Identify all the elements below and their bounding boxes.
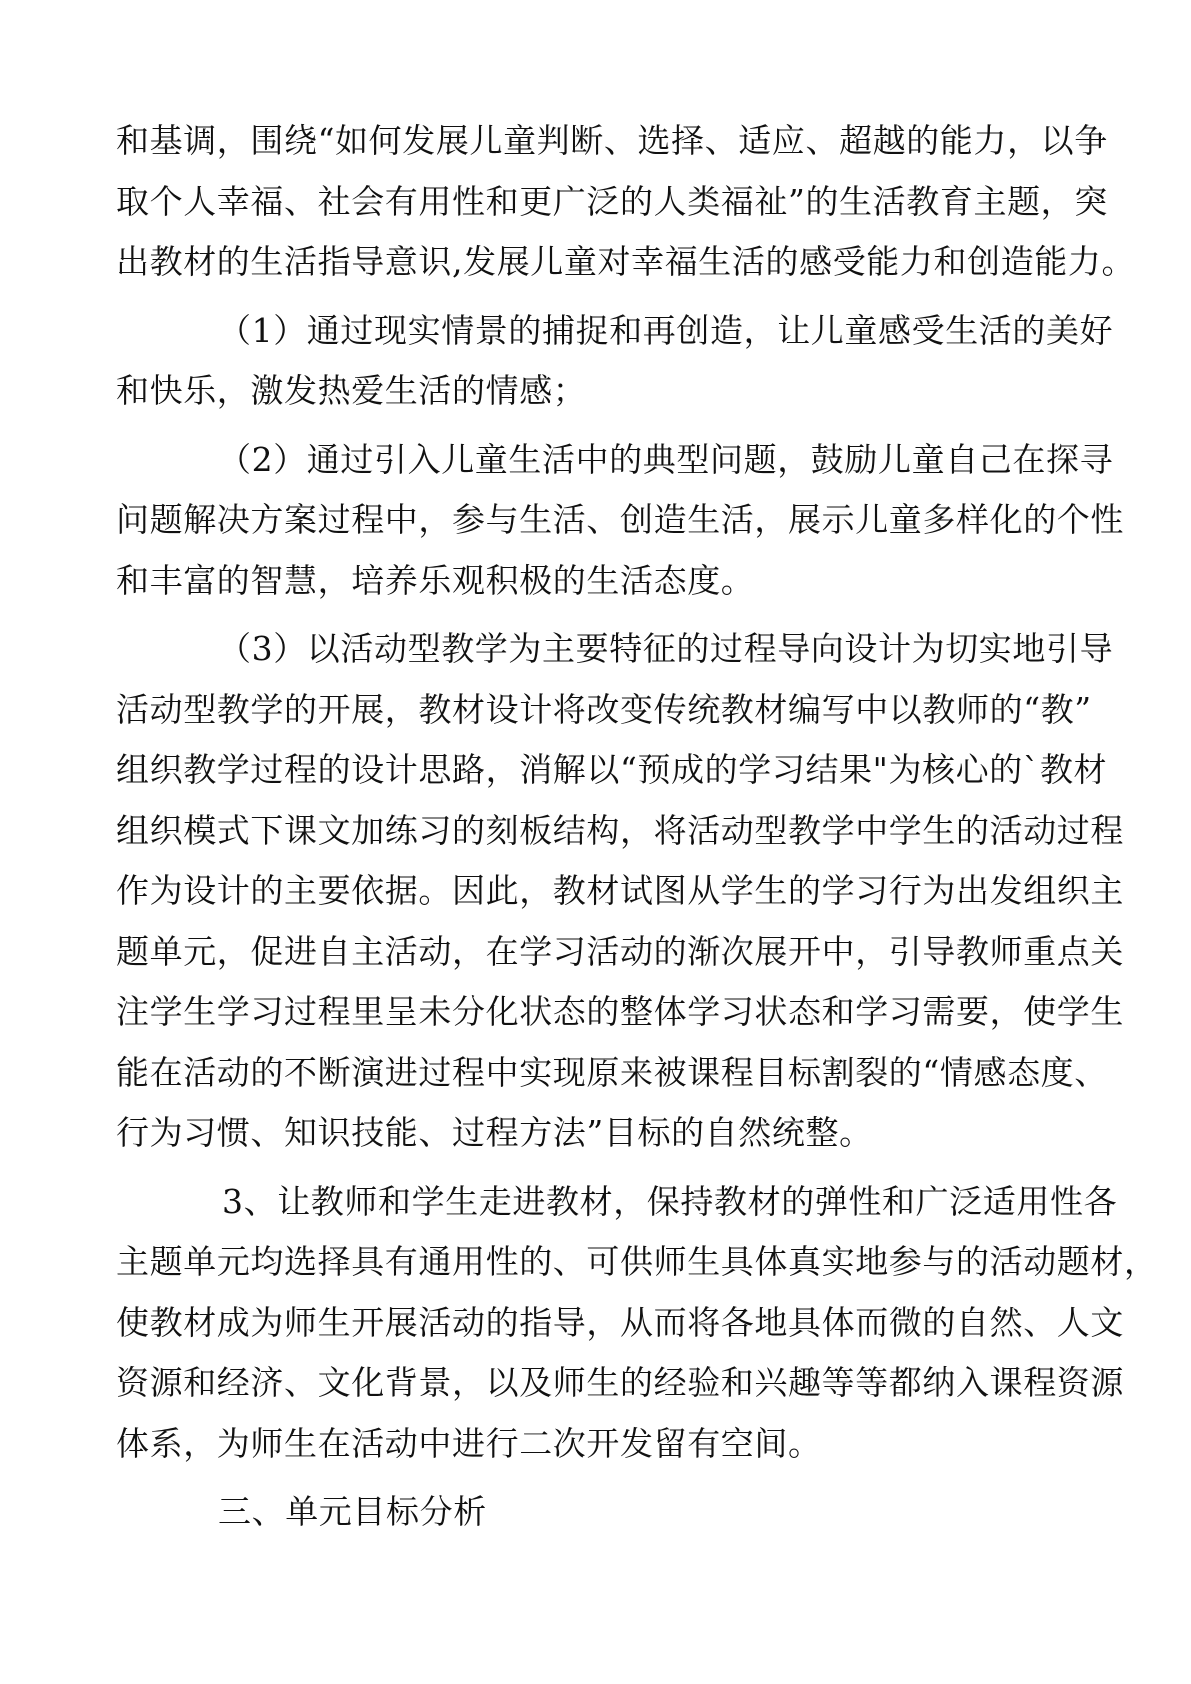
text-line: 注学生学习过程里呈未分化状态的整体学习状态和学习需要，使学生: [116, 992, 1124, 1031]
paragraph-intro: [116, 111, 1136, 293]
text-line: 主题单元均选择具有通用性的、可供师生具体真实地参与的活动题材，: [116, 1242, 1158, 1281]
text-line: （2）通过引入儿童生活中的典型问题，鼓励儿童自己在探寻: [218, 439, 1114, 479]
text-line: 资源和经济、文化背景，以及师生的经验和兴趣等等都纳入课程资源: [116, 1363, 1124, 1402]
text-line: 使教材成为师生开展活动的指导，从而将各地具体而微的自然、人文: [116, 1302, 1124, 1342]
text-line: （1）通过现实情景的捕捉和再创造，让儿童感受生活的美好: [218, 310, 1114, 350]
text-line: 取个人幸福、社会有用性和更广泛的人类福祉”的生活教育主题，突: [116, 181, 1108, 221]
paragraph-gap: [116, 422, 1081, 430]
text-line: 题单元，促进自主活动，在学习活动的渐次展开中，引导教师重点关: [116, 931, 1124, 971]
text-line: 和丰富的智慧，培养乐观积极的生活态度。: [116, 560, 755, 600]
paragraph-item-2: [116, 430, 1124, 612]
paragraph-gap: [116, 293, 1081, 301]
text-line: 能在活动的不断演进过程中实现原来被课程目标割裂的“情感态度、: [116, 1052, 1108, 1092]
text-line: 体系，为师生在活动中进行二次开发留有空间。: [116, 1423, 822, 1463]
paragraph-gap: [116, 1474, 1081, 1482]
section-heading: [116, 1482, 1081, 1543]
text-line: （3）以活动型教学为主要特征的过程导向设计为切实地引导: [218, 629, 1114, 668]
paragraph-item-3: [116, 619, 1124, 1164]
text-line: 组织模式下课文加练习的刻板结构，将活动型教学中学生的活动过程: [116, 810, 1124, 850]
paragraph-gap: [116, 1164, 1081, 1172]
text-line: 3、让教师和学生走进教材，保持教材的弹性和广泛适用性各: [222, 1181, 1118, 1221]
paragraph-section-3: [116, 1172, 1158, 1475]
heading-line: 三、单元目标分析: [218, 1492, 487, 1531]
text-line: 和快乐，激发热爱生活的情感；: [116, 371, 587, 410]
text-line: 行为习惯、知识技能、过程方法”目标的自然统整。: [116, 1113, 873, 1152]
paragraph-item-1: [116, 301, 1114, 422]
text-line: 和基调，围绕“如何发展儿童判断、选择、适应、超越的能力，以争: [116, 121, 1108, 160]
text-line: 问题解决方案过程中，参与生活、创造生活，展示儿童多样化的个性: [116, 500, 1124, 539]
paragraph-gap: [116, 611, 1081, 619]
text-line: 作为设计的主要依据。因此，教材试图从学生的学习行为出发组织主: [116, 871, 1124, 910]
text-line: 出教材的生活指导意识,发展儿童对幸福生活的感受能力和创造能力。: [116, 242, 1136, 281]
text-line: 组织教学过程的设计思路，消解以“预成的学习结果"为核心的`教材: [116, 750, 1108, 789]
text-line: 活动型教学的开展，教材设计将改变传统教材编写中以教师的“教”: [116, 689, 1092, 729]
